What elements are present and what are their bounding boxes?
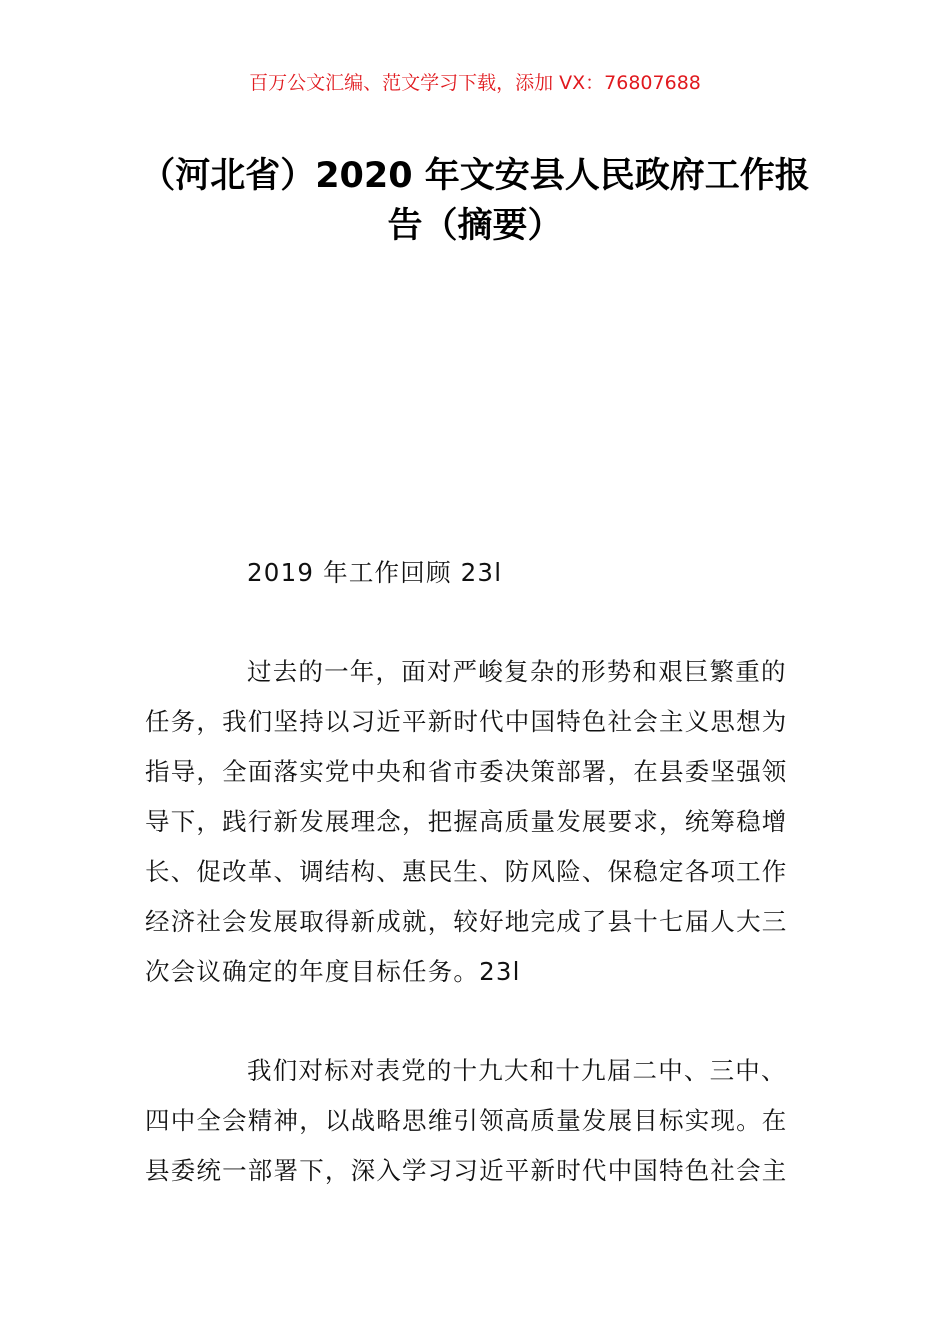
paragraph-2-line: 四中全会精神，以战略思维引领高质量发展目标实现。在	[145, 1106, 788, 1135]
document-title-line-2: 告（摘要）	[387, 206, 563, 246]
paragraph-1-line: 经济社会发展取得新成就，较好地完成了县十七届人大三	[145, 907, 788, 936]
paragraph-1-line: 长、促改革、调结构、惠民生、防风险、保稳定各项工作	[145, 857, 788, 886]
paragraph-1-line: 指导，全面落实党中央和省市委决策部署，在县委坚强领	[145, 757, 788, 786]
paragraph-2-line: 我们对标对表党的十九大和十九届二中、三中、	[247, 1056, 787, 1085]
paragraph-2-line: 县委统一部署下，深入学习习近平新时代中国特色社会主	[145, 1156, 788, 1185]
paragraph-1-line: 任务，我们坚持以习近平新时代中国特色社会主义思想为	[145, 707, 788, 736]
section-heading: 2019 年工作回顾 23l	[247, 558, 503, 587]
document-title-line-1: （河北省）2020 年文安县人民政府工作报	[140, 156, 810, 196]
paragraph-1-line: 次会议确定的年度目标任务。23l	[145, 957, 521, 986]
paragraph-1-line: 过去的一年，面对严峻复杂的形势和艰巨繁重的	[247, 657, 787, 686]
header-note: 百万公文汇编、范文学习下载，添加 VX：76807688	[249, 72, 701, 94]
paragraph-1-line: 导下，践行新发展理念，把握高质量发展要求，统筹稳增	[145, 807, 788, 836]
